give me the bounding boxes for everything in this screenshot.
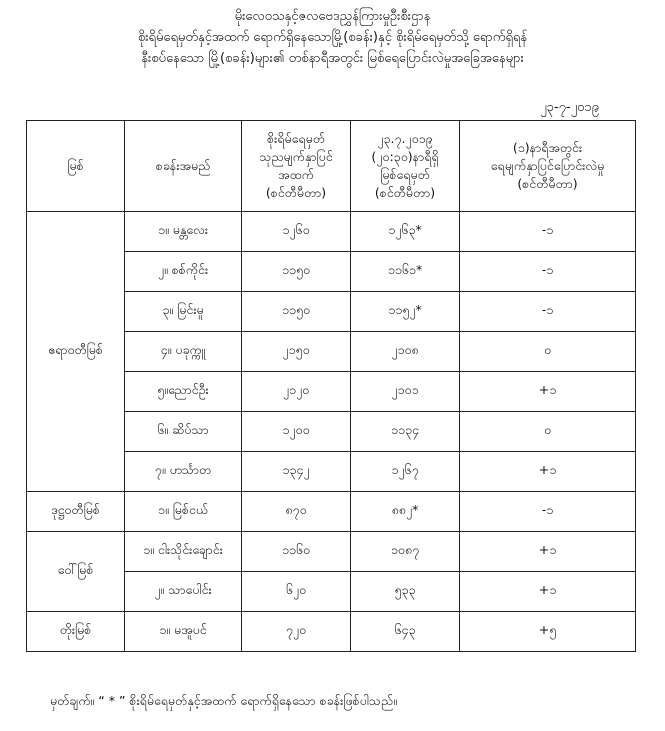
report-header xyxy=(0,6,665,69)
warning-level-cell: ၁၂၆၀ xyxy=(242,212,351,252)
current-level-cell: ၁၂၆၃* xyxy=(351,212,460,252)
warning-level-cell: ၁၁၆၀ xyxy=(242,532,351,572)
change-cell: +၁ xyxy=(460,452,636,492)
warning-level-cell: ၁၃၄၂ xyxy=(242,452,351,492)
report-date: ၂၃-၇-၂၀၁၉ xyxy=(540,100,599,115)
station-cell: ၁။ မန္တလေး xyxy=(125,212,242,252)
header-line-1: မိုးလေဝသနှင့်ဇလဗေဒညွှန်ကြားမှုဦးစီးဌာန xyxy=(234,9,431,24)
header-change-line-3: (စင်တီမီတာ) xyxy=(517,176,578,191)
station-cell: ၁။ မြစ်ငယ် xyxy=(125,492,242,532)
header-line-2: စိုးရိမ်ရေမှတ်နှင့်အထက် ရောက်ရှိနေသောမြို့(စခန်း)နှင့် စိုးရိမ်ရေမှတ်သို့ ရောက်ရှိရန် xyxy=(137,30,528,45)
current-level-cell: ၁၁၅၂* xyxy=(351,292,460,332)
change-cell: +၅ xyxy=(460,612,636,652)
header-current-line-2: (၂၀:၃၀)နာရီရှိ xyxy=(371,149,439,164)
current-level-cell: ၁၁၆၁* xyxy=(351,252,460,292)
header-station: စခန်းအမည် xyxy=(125,121,242,212)
header-current-line-1: ၂၃.၇.၂၀၁၉ xyxy=(377,131,433,146)
river-name-cell: တိုးမြစ် xyxy=(27,612,125,652)
current-level-cell: ၂၁၀၈ xyxy=(351,332,460,372)
change-cell: ၀ xyxy=(460,332,636,372)
change-cell: +၁ xyxy=(460,372,636,412)
change-cell: ၀ xyxy=(460,412,636,452)
header-river: မြစ် xyxy=(27,121,125,212)
header-current-level xyxy=(351,121,460,212)
station-cell: ၆။ ဆိပ်သာ xyxy=(125,412,242,452)
station-cell: ၂။ သာပေါင်း xyxy=(125,572,242,612)
river-level-table xyxy=(26,120,636,652)
station-cell: ၁။ ငါးသိုင်းချောင်း xyxy=(125,532,242,572)
current-level-cell: ၈၈၂* xyxy=(351,492,460,532)
current-level-cell: ၅၃၃ xyxy=(351,572,460,612)
station-cell: ၄။ ပခုက္ကူ xyxy=(125,332,242,372)
header-warning-line-4: (စင်တီမီတာ) xyxy=(265,185,327,200)
header-current-line-4: (စင်တီမီတာ) xyxy=(374,185,436,200)
current-level-cell: ၆၄၃ xyxy=(351,612,460,652)
river-name-cell: ဝေါ်မြစ် xyxy=(27,532,125,612)
river-name-cell: ဒုဋ္ဌဝတီမြစ် xyxy=(27,492,125,532)
warning-level-cell: ၇၂၀ xyxy=(242,612,351,652)
warning-level-cell: ၂၁၂၀ xyxy=(242,372,351,412)
table-row xyxy=(27,612,636,652)
change-cell: -၁ xyxy=(460,212,636,252)
river-name-cell: ဧရာဝတီမြစ် xyxy=(27,212,125,492)
warning-level-cell: ၁၁၅၀ xyxy=(242,252,351,292)
current-level-cell: ၁၂၆၇ xyxy=(351,452,460,492)
change-cell: +၁ xyxy=(460,572,636,612)
header-warning-level xyxy=(242,121,351,212)
station-cell: ၁။ မအူပင် xyxy=(125,612,242,652)
header-line-3: နီးစပ်နေသော မြို့(စခန်း)များ၏ တစ်နာရီအတွင်း မြစ်ရေပြောင်းလဲမှုအခြေအနေများ xyxy=(141,51,524,66)
station-cell: ၃။ မြင်းမူ xyxy=(125,292,242,332)
header-warning-line-3: အထက် xyxy=(278,167,314,182)
table-row xyxy=(27,212,636,252)
station-cell: ၅။ညောင်ဦး xyxy=(125,372,242,412)
station-cell: ၂။ စစ်ကိုင်း xyxy=(125,252,242,292)
header-current-line-3: မြစ်ရေမှတ် xyxy=(380,167,430,182)
header-warning-line-2: သုညမျက်နှာပြင် xyxy=(259,149,333,164)
warning-level-cell: ၂၁၅၀ xyxy=(242,332,351,372)
table-header-row xyxy=(27,121,636,212)
warning-level-cell: ၈၇၀ xyxy=(242,492,351,532)
warning-level-cell: ၆၂၀ xyxy=(242,572,351,612)
footnote: မှတ်ချက်။ “ * ” စိုးရိမ်ရေမှတ်နှင့်အထက် ရောက်ရှိနေသော စခန်းဖြစ်ပါသည်။ xyxy=(50,693,397,708)
warning-level-cell: ၁၂၀၀ xyxy=(242,412,351,452)
table-row xyxy=(27,492,636,532)
current-level-cell: ၂၁၀၁ xyxy=(351,372,460,412)
change-cell: -၁ xyxy=(460,292,636,332)
header-hourly-change xyxy=(460,121,636,212)
header-warning-line-1: စိုးရိမ်ရေမှတ် xyxy=(267,131,325,146)
table-row xyxy=(27,532,636,572)
change-cell: -၁ xyxy=(460,492,636,532)
station-cell: ၇။ ဟင်္သာတ xyxy=(125,452,242,492)
change-cell: -၁ xyxy=(460,252,636,292)
change-cell: +၁ xyxy=(460,532,636,572)
warning-level-cell: ၁၁၅၀ xyxy=(242,292,351,332)
current-level-cell: ၁၀၈၇ xyxy=(351,532,460,572)
header-change-line-2: ရေမျက်နှာပြင်ပြောင်းလဲမှု xyxy=(490,158,605,173)
current-level-cell: ၁၁၃၄ xyxy=(351,412,460,452)
header-change-line-1: (၁)နာရီအတွင်း xyxy=(512,140,583,155)
